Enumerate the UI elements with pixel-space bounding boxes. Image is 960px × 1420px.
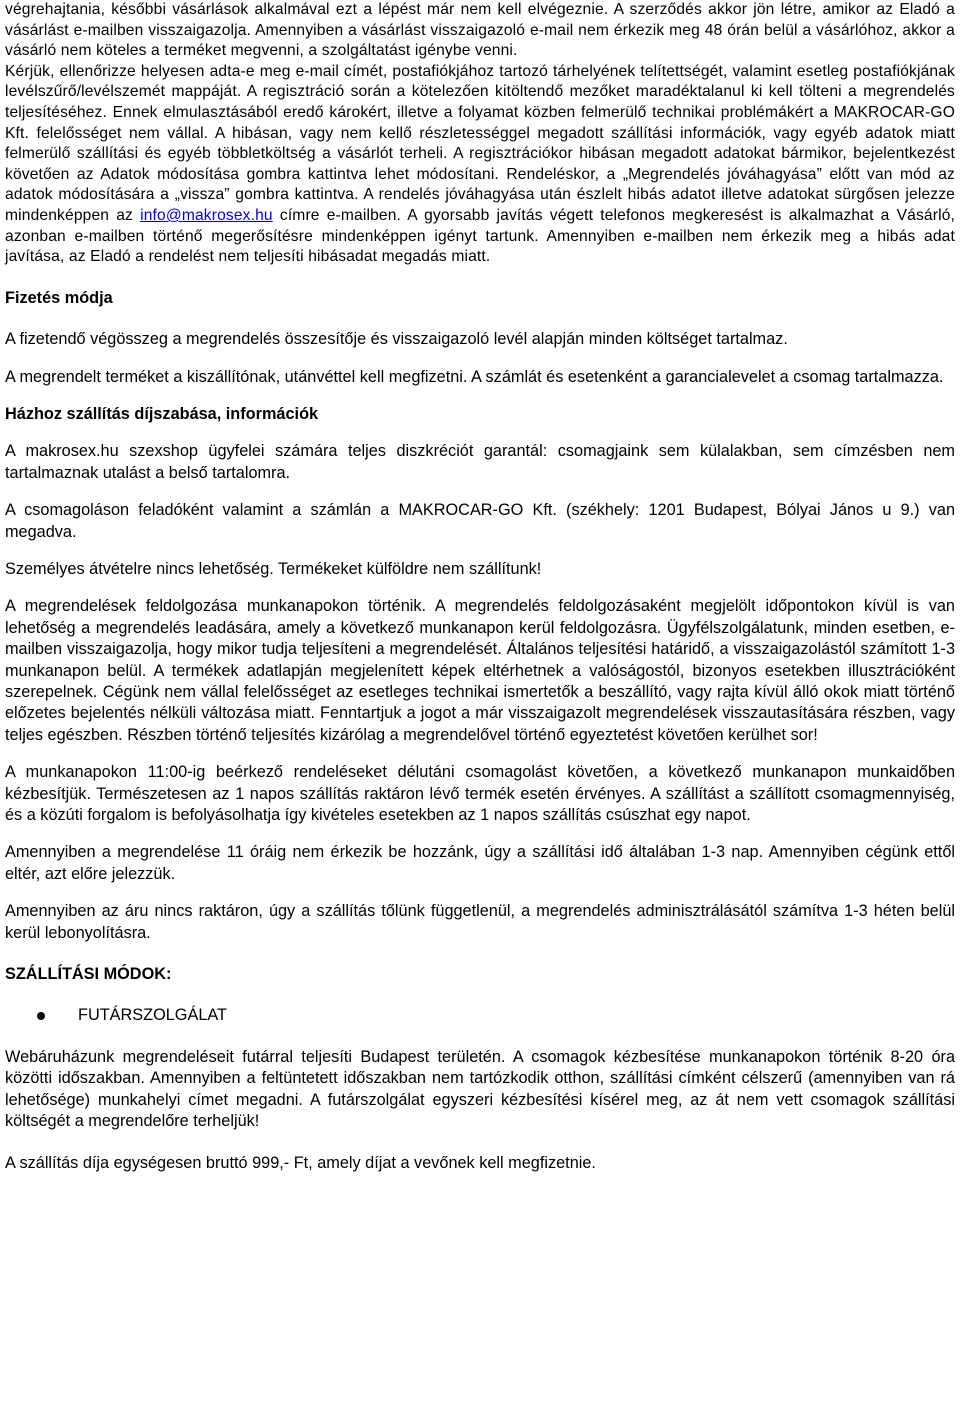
delivery-paragraph-7: Amennyiben az áru nincs raktáron, úgy a szállítás tőlünk függetlenül, a megrendelés adminisztrálásától számítva 1-3 héten belül kerül lebonyolításra.	[5, 902, 955, 942]
delivery-paragraph-6: Amennyiben a megrendelése 11 óráig nem érkezik be hozzánk, úgy a szállítási idő általában 1-3 nap. Amennyiben cégünk ettől eltér, azt előre jelezzük.	[5, 843, 955, 883]
intro-paragraph-2	[5, 62, 955, 268]
intro-paragraph-2-text: Kérjük, ellenőrizze helyesen adta-e meg e-mail címét, postafiókjához tartozó tárhelyének telítettségét, valamint esetleg postafiókjának levélszűrő/levélszemét mappáját. A regisztráció során a kötelezően kitöltendő mezőket maradéktalanul ki kell tölteni a megrendelés teljesítéséhez. Ennek elmulasztásából eredő károkért, illetve a folyamat közben felmerülő technikai problémákért a MAKROCAR-GO Kft. felelősséget nem vállal. A hibásan, vagy nem kellő részletességgel megadott szállítási információk, vagy egyéb adatok miatt felmerülő szállítási és egyéb többletköltség a vásárlót terheli. A regisztrációkor hibásan megadott adatokat bármikor, bejelentkezést követően az Adatok módosítása gombra kattintva lehet módosítani. Rendeléskor, a „Megrendelés jóváhagyása” előtt van mód az adatok módosítására a „vissza” gombra kattintva. A rendelés jóváhagyása után észlelt hibás adatot illetve adatokat sürgősen jelezze mindenképpen az	[5, 62, 955, 224]
delivery-paragraph-3: Személyes átvételre nincs lehetőség. Termékeket külföldre nem szállítunk!	[5, 559, 542, 578]
delivery-paragraph-1: A makrosex.hu szexshop ügyfelei számára teljes diszkréciót garantál: csomagjaink sem külalakban, sem címzésben nem tartalmaznak utalást a belső tartalomra.	[5, 442, 955, 482]
shipping-methods-heading: SZÁLLÍTÁSI MÓDOK:	[5, 965, 172, 984]
delivery-paragraph-4: A megrendelések feldolgozása munkanapokon történik. A megrendelés feldolgozásaként megjelölt időpontokon kívül is van lehetőség a megrendelés leadására, amely a következő munkanapon kerül feldolgozásra. Ügyfélszolgálatunk, minden esetben, e-mailben visszaigazolja, hogy mikor tudja teljesíteni a megrendelését. Általános teljesítési határidő, a visszaigazolástól számított 1-3 munkanapon belül. A termékek adatlapján megjelenített képek eltérhetnek a valóságostól, bizonyos esetekben illusztrációként szerepelnek. Cégünk nem vállal felelősséget az esetleges technikai ismertetők a beszállító, vagy rajta kívül álló okok miatt történő előzetes bejelentés nélküli változása miatt. Fenntartjuk a jogot a már visszaigazolt megrendelések visszautasítására részben, vagy teljes egészben. Részben történő teljesítés kizárólag a megrendelővel történő egyeztetést követően kerülhet sor!	[5, 597, 955, 744]
delivery-paragraph-2: A csomagoláson feladóként valamint a számlán a MAKROCAR-GO Kft. (székhely: 1201 Budapest, Bólyai János u 9.) van megadva.	[5, 501, 955, 541]
bullet-icon	[37, 1012, 45, 1020]
payment-heading: Fizetés módja	[5, 288, 113, 307]
shipping-methods-list	[5, 1005, 955, 1026]
shipping-method-label: FUTÁRSZOLGÁLAT	[78, 1006, 227, 1025]
courier-paragraph-1: Webáruházunk megrendeléseit futárral teljesíti Budapest területén. A csomagok kézbesítése munkanapokon történik 8-20 óra közötti időszakban. Amennyiben a feltüntetett időszakban nem tartózkodik otthon, szállítási címként célszerű (amennyiben van rá lehetősége) munkahelyi címet megadni. A futárszolgálat egyszeri kézbesítési kísérel meg, az át nem vett csomagok szállítási költségét a megrendelőre terheljük!	[5, 1047, 955, 1131]
delivery-heading: Házhoz szállítás díjszabása, információk	[5, 404, 319, 423]
list-item	[5, 1005, 955, 1026]
payment-paragraph-2: A megrendelt terméket a kiszállítónak, utánvéttel kell megfizetni. A számlát és esetenként a garancialevelet a csomag tartalmazza.	[5, 367, 944, 386]
payment-paragraph-1: A fizetendő végösszeg a megrendelés összesítője és visszaigazoló levél alapján minden költséget tartalmaz.	[5, 330, 788, 349]
courier-paragraph-2: A szállítás díja egységesen bruttó 999,- Ft, amely díjat a vevőnek kell megfizetnie.	[5, 1153, 596, 1172]
email-link[interactable]: info@makrosex.hu	[140, 206, 273, 224]
intro-paragraph-1: végrehajtania, későbbi vásárlások alkalmával ezt a lépést már nem kell elvégeznie. A szerződés akkor jön létre, amikor az Eladó a vásárlást e-mailben visszaigazolja. Amennyiben a vásárlást visszaigazoló e-mail nem érkezik meg 48 órán belül a vásárlóhoz, akkor a vásárló nem köteles a terméket megvenni, a szolgáltatást igénybe venni.	[5, 1, 955, 60]
intro-paragraph-2-tail: címre e-mailben. A gyorsabb javítás végett telefonos megkeresést is alkalmazhat a Vásárló, azonban e-mailben történő megerősítésre mindenképpen igényt tartunk. Amennyiben e-mailben nem érkezik meg a hibás adat javítása, az Eladó a rendelést nem teljesíti hibásadat megadás miatt.	[5, 206, 956, 266]
delivery-paragraph-5: A munkanapokon 11:00-ig beérkező rendeléseket délutáni csomagolást követően, a következő munkanapon munkaidőben kézbesítjük. Természetesen az 1 napos szállítás raktáron lévő termék esetén érvényes. A szállítást a szállított csomagmennyiség, és a közúti forgalom is befolyásolhatja így kivételes esetekben az 1 napos szállítás csúszhat egy napot.	[5, 763, 955, 825]
